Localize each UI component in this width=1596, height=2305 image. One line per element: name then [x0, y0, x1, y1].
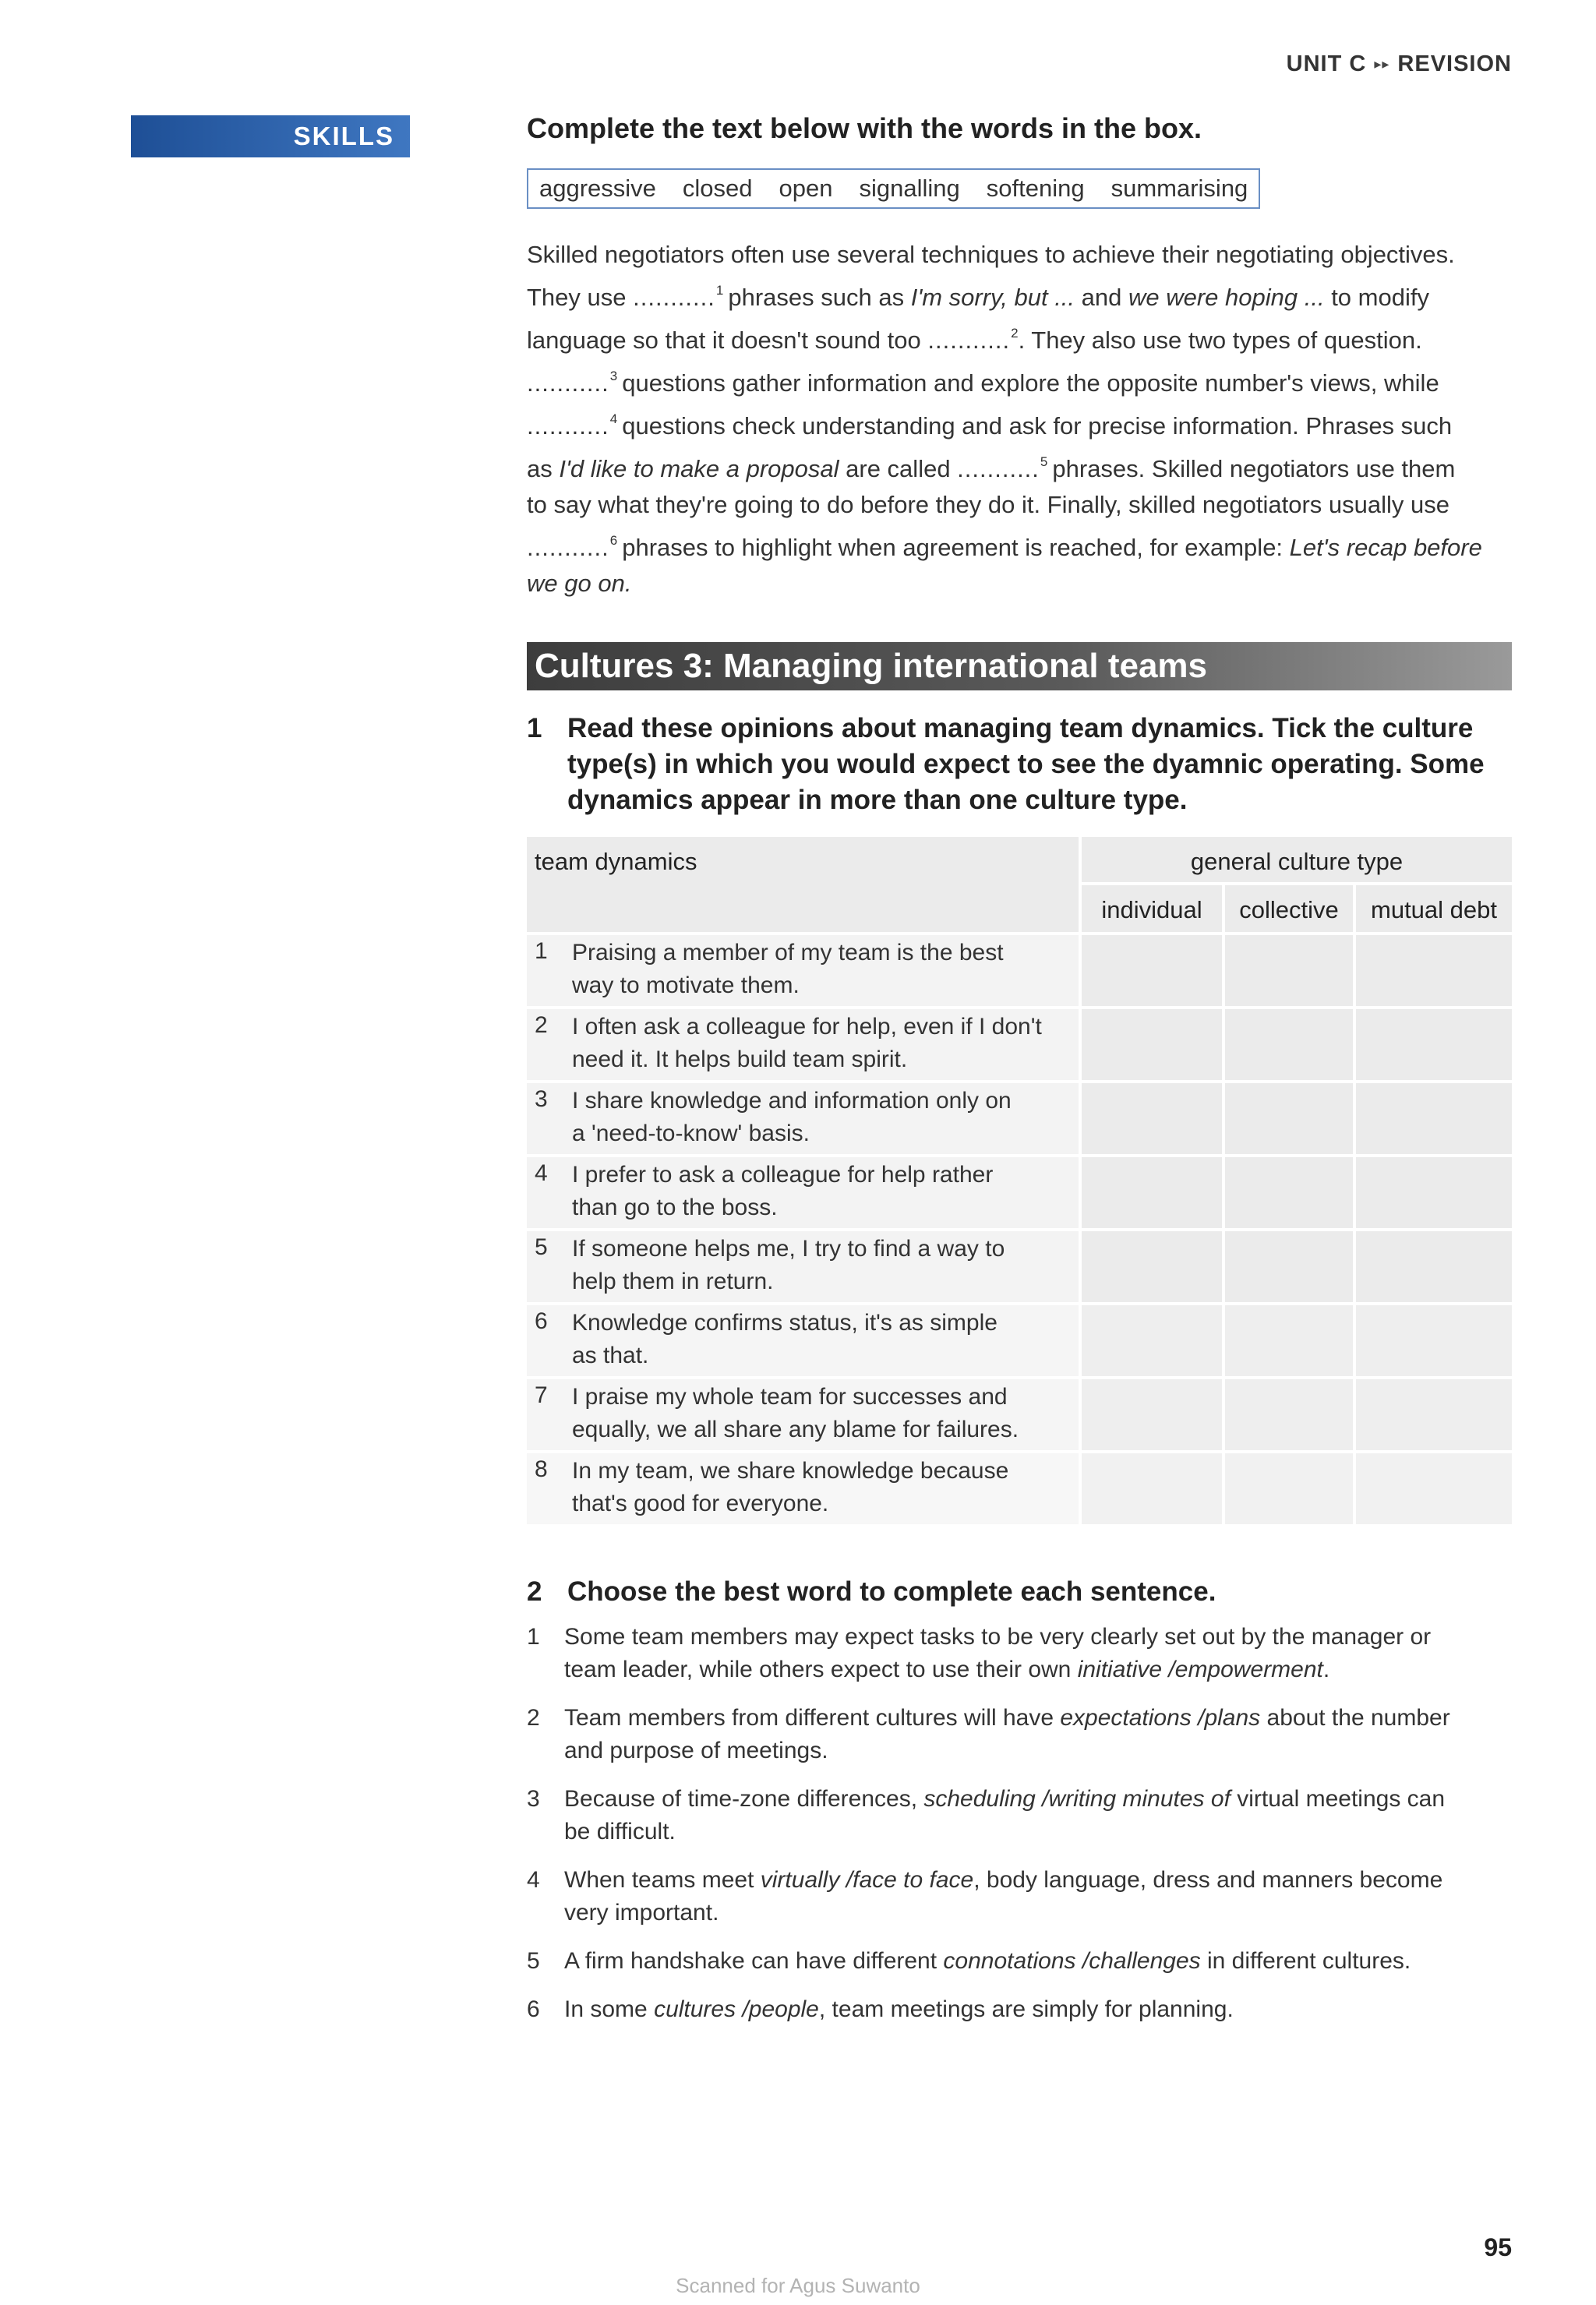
row-text: I often ask a colleague for help, even if I don't need it. It helps build team spirit. [572, 1014, 1042, 1072]
tick-cell-individual[interactable] [1082, 1453, 1222, 1524]
exercise-2-heading [527, 711, 1512, 820]
exercise-3-heading [527, 1574, 1512, 1611]
column-header-mutual-debt: mutual debt [1371, 896, 1497, 923]
text-line: ...........$^6$ phrases to highlight when agreement is reached, for example: Let's recap before [527, 533, 1482, 561]
row-number: 1 [535, 938, 548, 964]
word-item: closed [682, 175, 753, 202]
row-number: 3 [535, 1086, 548, 1112]
gap-6: ........... [527, 534, 609, 561]
tick-cell-collective[interactable] [1225, 935, 1353, 1006]
word-item: open [779, 175, 833, 202]
text-line: They use ...........$^1$ phrases such as I'm sorry, but ... and we were hoping ... to modify [527, 283, 1429, 311]
row-number: 2 [535, 1012, 548, 1038]
tick-cell-mutual-debt[interactable] [1356, 1009, 1512, 1080]
gap-fill-text [527, 237, 1512, 602]
gap-2: ........... [927, 327, 1011, 354]
row-number: 7 [535, 1382, 548, 1408]
text-line: ...........$^3$ questions gather information and explore the opposite number's views, while [527, 369, 1439, 397]
tick-cell-collective[interactable] [1225, 1453, 1353, 1524]
team-dynamics-table [527, 837, 1512, 1523]
gap-5: ........... [957, 455, 1040, 482]
exercise-instruction: Complete the text below with the words in the box. [527, 112, 1202, 144]
word-box [527, 168, 1260, 209]
word-choice[interactable]: initiative /empowerment [1077, 1657, 1323, 1682]
gap-1: ........... [633, 284, 715, 311]
section-label: REVISION [1397, 51, 1512, 76]
tick-cell-collective[interactable] [1225, 1379, 1353, 1450]
tick-cell-individual[interactable] [1082, 935, 1222, 1006]
tick-cell-mutual-debt[interactable] [1356, 1083, 1512, 1154]
row-text: Praising a member of my team is the best way to motivate them. [572, 940, 1004, 998]
tick-cell-mutual-debt[interactable] [1356, 935, 1512, 1006]
word-item: softening [986, 175, 1085, 202]
column-header-group: general culture type [1190, 848, 1404, 875]
exercise-number: 2 [527, 1576, 542, 1607]
tick-cell-mutual-debt[interactable] [1356, 1305, 1512, 1376]
page-number: 95 [1484, 2233, 1512, 2261]
row-text: If someone helps me, I try to find a way to help them in return. [572, 1236, 1005, 1294]
tick-cell-collective[interactable] [1225, 1009, 1353, 1080]
text-line: as I'd like to make a proposal are called ...........$^5$ phrases. Skilled negotiators use them [527, 454, 1456, 482]
row-text: I prefer to ask a colleague for help rather than go to the boss. [572, 1162, 994, 1220]
section-title: Cultures 3: Managing international teams [527, 642, 1512, 690]
exercise-instruction: Choose the best word to complete each sentence. [567, 1576, 1216, 1607]
row-number: 6 [535, 1308, 548, 1334]
tick-cell-mutual-debt[interactable] [1356, 1453, 1512, 1524]
word-choice[interactable]: connotations /challenges [943, 1948, 1201, 1974]
word-item: summarising [1110, 175, 1248, 202]
exercise-number: 1 [527, 713, 542, 743]
tick-cell-collective[interactable] [1225, 1083, 1353, 1154]
row-text: In my team, we share knowledge because that's good for everyone. [572, 1458, 1009, 1516]
tick-cell-collective[interactable] [1225, 1157, 1353, 1228]
tick-cell-individual[interactable] [1082, 1083, 1222, 1154]
tick-cell-individual[interactable] [1082, 1305, 1222, 1376]
unit-label: UNIT C [1286, 51, 1367, 76]
word-choice[interactable]: virtually /face to face [760, 1867, 974, 1893]
gap-4: ........... [527, 412, 609, 439]
gap-3: ........... [527, 369, 609, 397]
tick-cell-individual[interactable] [1082, 1231, 1222, 1302]
double-arrow-icon: ▸▸ [1374, 56, 1390, 72]
text-line: ...........$^4$ questions check understanding and ask for precise information. Phrases such [527, 411, 1453, 439]
word-item: signalling [859, 175, 960, 202]
row-number: 8 [535, 1456, 548, 1482]
word-choice[interactable]: scheduling /writing minutes of [923, 1786, 1231, 1812]
text-line: to say what they're going to do before they do it. Finally, skilled negotiators usually use [527, 491, 1450, 518]
text-line: language so that it doesn't sound too ...........$^2$. They also use two types of question. [527, 326, 1422, 354]
word-choice[interactable]: expectations /plans [1060, 1705, 1261, 1731]
tick-cell-mutual-debt[interactable] [1356, 1157, 1512, 1228]
exercise-instruction: Read these opinions about managing team dynamics. Tick the culture type(s) in which you would expect to see the dyamnic operating. Some dynamics appear in more than one culture type. [567, 713, 1485, 815]
text-line: we go on. [527, 570, 632, 597]
page-header [1287, 51, 1512, 77]
tick-cell-individual[interactable] [1082, 1009, 1222, 1080]
column-header-collective: collective [1239, 896, 1339, 923]
skills-badge: SKILLS [131, 115, 410, 157]
column-header-dynamics: team dynamics [535, 848, 697, 875]
tick-cell-mutual-debt[interactable] [1356, 1379, 1512, 1450]
row-text: I share knowledge and information only on a 'need-to-know' basis. [572, 1088, 1012, 1146]
word-choice[interactable]: cultures /people [654, 1996, 819, 2022]
tick-cell-individual[interactable] [1082, 1379, 1222, 1450]
row-number: 5 [535, 1234, 548, 1260]
tick-cell-collective[interactable] [1225, 1305, 1353, 1376]
tick-cell-mutual-debt[interactable] [1356, 1231, 1512, 1302]
column-header-individual: individual [1101, 896, 1202, 923]
row-number: 4 [535, 1160, 548, 1186]
row-text: Knowledge confirms status, it's as simple as that. [572, 1310, 998, 1368]
row-text: I praise my whole team for successes and equally, we all share any blame for failures. [572, 1384, 1019, 1442]
tick-cell-collective[interactable] [1225, 1231, 1353, 1302]
text-line: Skilled negotiators often use several techniques to achieve their negotiating objectives. [527, 241, 1455, 268]
scan-watermark: Scanned for Agus Suwanto [676, 2274, 920, 2297]
sentence-list: 1 Some team members may expect tasks to be very clearly set out by the manager or team leader, while others expect to use their own initiative /empowerment. 2 Team members from different cultures will have expectations /plans about the number and purpose of meetings. 3 Because of time-zone differences, scheduling /writing minutes of virtual meetings can be difficult. 4 When teams meet virtually /face to face, body language, dress and manners become very important. 5 A firm handshake can have different connotations /challenges in different cultures. 6 In some cultures /people, team meetings are simply for planning. [527, 1624, 1450, 2022]
tick-cell-individual[interactable] [1082, 1157, 1222, 1228]
word-item: aggressive [539, 175, 656, 202]
